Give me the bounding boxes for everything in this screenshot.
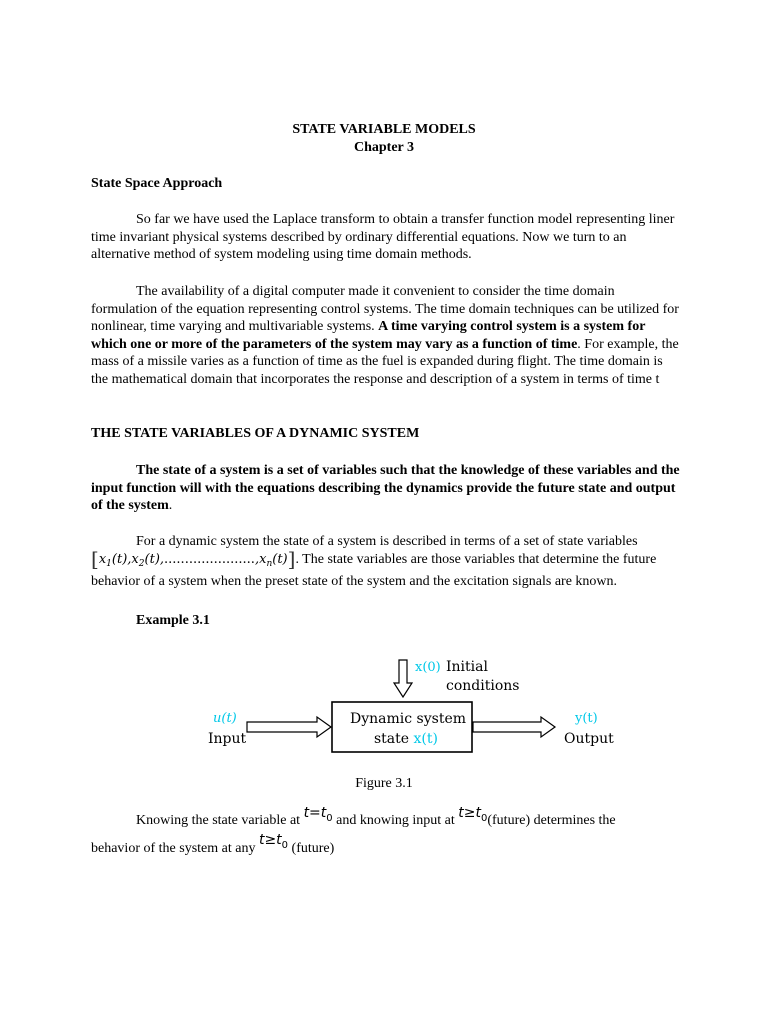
paragraph-bold-definition: The state of a system is a set of variables such that the knowledge of these variables and the input function will with the equations describing the dynamics provide the future state and output of the system: [91, 463, 680, 514]
input-variable: u(t): [213, 711, 237, 726]
section-heading-state-space: State Space Approach: [91, 176, 223, 191]
paragraph-digital-computer: [91, 283, 683, 389]
paragraph-text: So far we have used the Laplace transform to obtain a transfer function model representing liner time invariant physical systems described by ordinary differential equations. Now we turn to an alternative method of system modeling using time domain methods.: [91, 212, 675, 263]
paragraph-text: . The state variables are those variables that determine the future behavior of a system when the preset state of the system and the excitation signals are known.: [91, 551, 657, 590]
box-label-line1: Dynamic system: [350, 711, 467, 727]
output-label: Output: [564, 731, 614, 747]
figure-caption: Figure 3.1: [355, 776, 413, 791]
paragraph-text: behavior of the system at any: [91, 841, 259, 856]
section-heading-state-variables: THE STATE VARIABLES OF A DYNAMIC SYSTEM: [91, 426, 420, 441]
paragraph-bold-definition: A time varying control system is a system for which one or more of the parameters of the system may vary as a function of time: [91, 319, 646, 352]
paragraph-knowing-state-line2: [91, 832, 335, 859]
paragraph-text: The availability of a digital computer made it convenient to consider the time domain formulation of the equation representing control systems. The time domain techniques can be utilized for nonlinear, time varying and multivariable systems.: [91, 284, 679, 335]
paragraph-laplace-intro: [91, 211, 683, 264]
input-label: Input: [208, 731, 247, 747]
initial-conditions-arrow: [394, 660, 412, 697]
output-variable: y(t): [575, 711, 598, 726]
equation-t-geq-t0-any: $t\ge t_0$: [258, 832, 289, 851]
state-vector-formula: $[x_1(t),x_2(t),......................,x_n(t)]$: [91, 546, 296, 571]
input-arrow: [247, 717, 331, 737]
paragraph-knowing-state-line1: [136, 805, 616, 831]
output-arrow: [473, 717, 555, 737]
paragraph-text: and knowing input at: [332, 813, 459, 828]
initial-conditions-label-line1: Initial: [446, 659, 488, 675]
paragraph-text: Knowing the state variable at: [136, 813, 304, 828]
paragraph-state-definition: [91, 462, 683, 515]
document-title: STATE VARIABLE MODELS: [292, 122, 476, 137]
paragraph-state-variables: [91, 533, 683, 591]
paragraph-text: (future) determines the: [487, 813, 616, 828]
box-label-line2: state x(t): [374, 731, 438, 747]
paragraph-text: . For example, the mass of a missile varies as a function of time as the fuel is expanded during flight. The time domain is the mathematical domain that incorporates the response and description of a system in terms of time t: [91, 336, 679, 387]
paragraph-text: For a dynamic system the state of a system is described in terms of a set of state variables: [136, 534, 638, 549]
paragraph-text: .: [168, 498, 173, 514]
initial-state-variable: x(0): [415, 660, 441, 675]
paragraph-text: (future): [288, 841, 335, 856]
system-block-diagram: [190, 650, 630, 760]
equation-t-geq-t0: $t\ge t_0$: [458, 805, 488, 824]
chapter-label: Chapter 3: [353, 140, 415, 155]
example-heading: Example 3.1: [136, 613, 210, 628]
initial-conditions-label-line2: conditions: [446, 678, 520, 694]
equation-t-equals-t0: $t=t_0$: [303, 805, 333, 824]
